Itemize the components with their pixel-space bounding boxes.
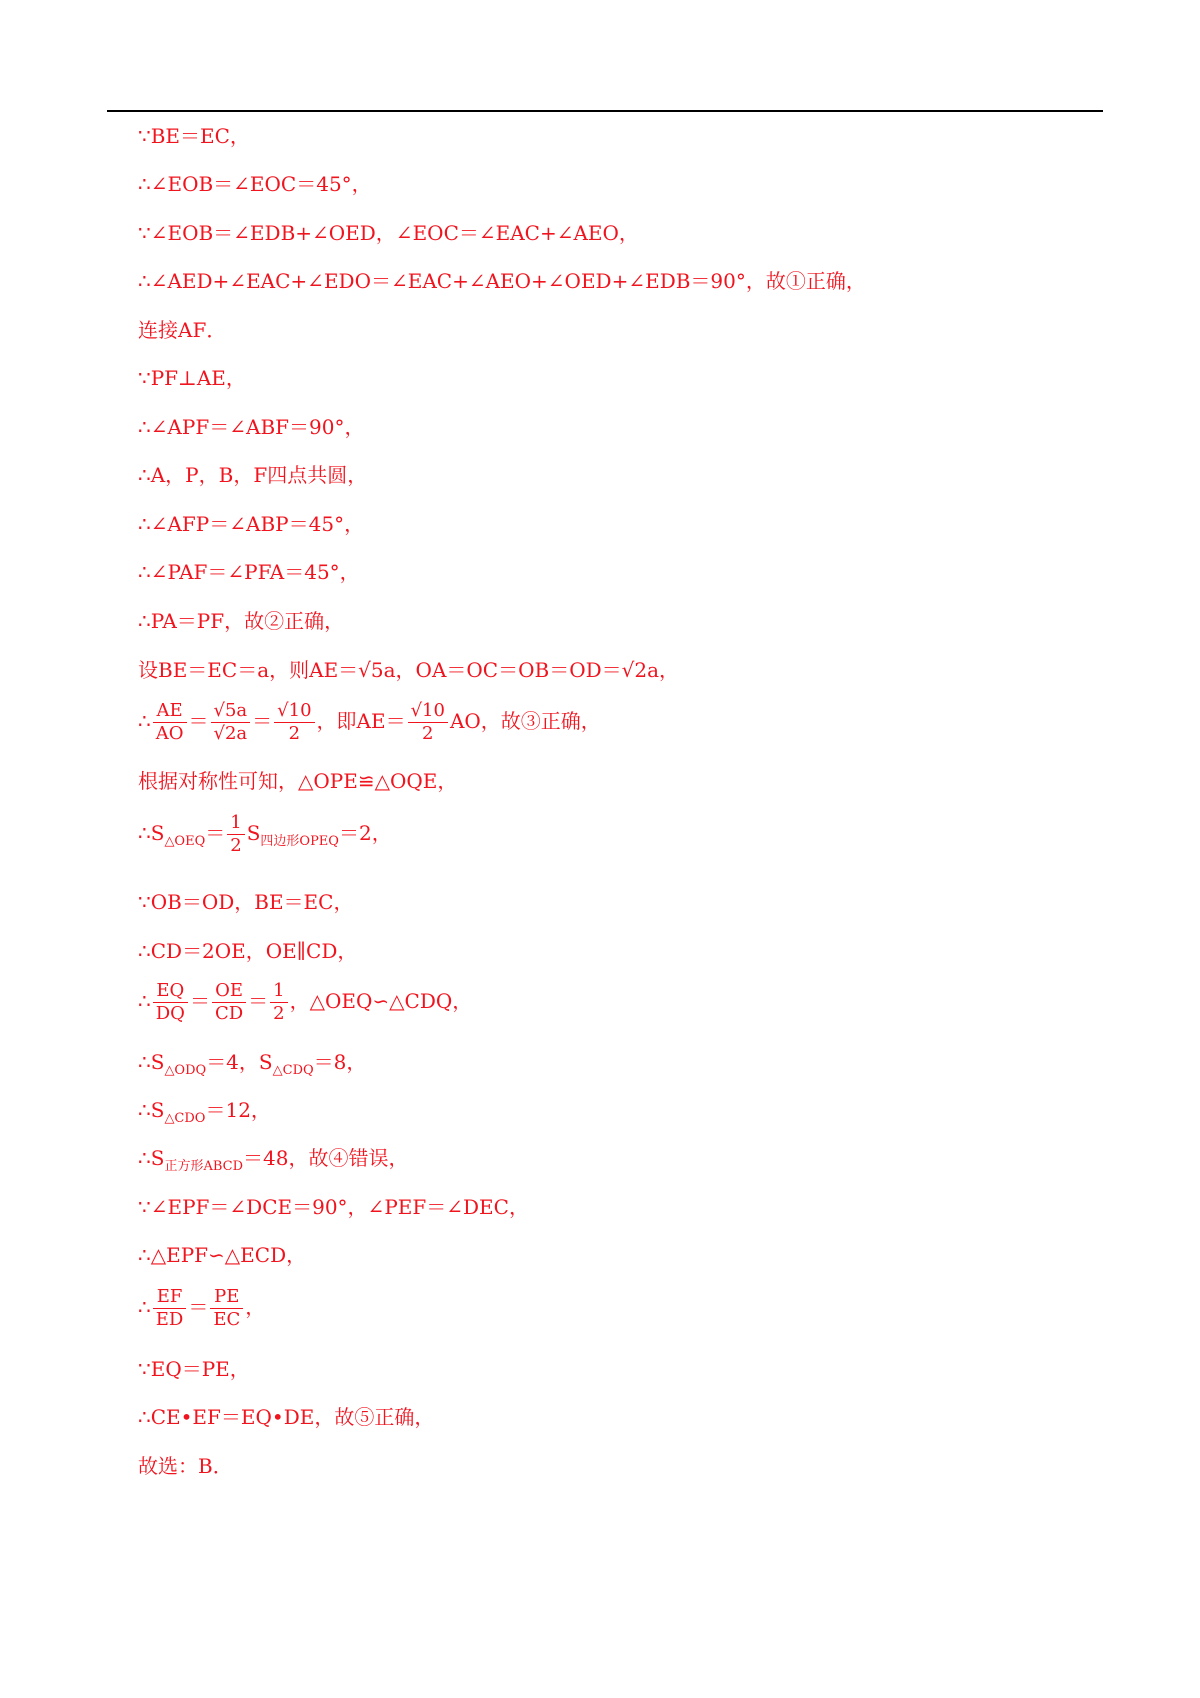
numerator: OE bbox=[212, 980, 246, 1003]
denominator: 2 bbox=[288, 723, 301, 744]
ratio-suffix: ，△OEQ∽△CDQ， bbox=[289, 989, 473, 1013]
subscript: 正方形ABCD bbox=[164, 1159, 243, 1174]
ratio-suffix: ， bbox=[245, 1295, 266, 1319]
subscript: 四边形OPEQ bbox=[260, 834, 339, 849]
text-line: ∴∠AED+∠EAC+∠EDO＝∠EAC+∠AEO+∠OED+∠EDB＝90°，故①正确， bbox=[138, 269, 866, 293]
text-line: 设BE＝EC＝a，则AE＝√5a，OA＝OC＝OB＝OD＝√2a， bbox=[138, 658, 680, 682]
fraction bbox=[212, 980, 246, 1025]
denominator: EC bbox=[213, 1309, 241, 1330]
fraction bbox=[274, 700, 314, 745]
area-prefix: ∴S bbox=[138, 1050, 165, 1074]
fraction bbox=[210, 1286, 243, 1331]
denominator: DQ bbox=[155, 1003, 185, 1024]
area-prefix: ∴S bbox=[138, 821, 165, 845]
denominator: ED bbox=[155, 1309, 184, 1330]
area-symbol: S bbox=[246, 821, 261, 845]
text-line: ∵BE＝EC， bbox=[138, 124, 250, 148]
text-line: ∵∠EPF＝∠DCE＝90°，∠PEF＝∠DEC， bbox=[138, 1195, 529, 1219]
subscript: △CDQ bbox=[272, 1063, 314, 1078]
equals-sign: ＝ bbox=[188, 1295, 209, 1319]
text-line: ∴△EPF∽△ECD， bbox=[138, 1243, 307, 1267]
numerator: EF bbox=[153, 1286, 187, 1309]
fraction bbox=[270, 980, 287, 1025]
denominator: 2 bbox=[422, 723, 434, 744]
text-line: ∴∠PAF＝∠PFA＝45°， bbox=[138, 560, 360, 584]
area-line bbox=[138, 1096, 271, 1133]
fraction bbox=[227, 812, 244, 857]
area-suffix: ＝12， bbox=[205, 1098, 271, 1122]
text-line: ∵OB＝OD，BE＝EC， bbox=[138, 890, 354, 914]
denominator: 2 bbox=[230, 835, 242, 856]
ratio-mid-text: ，即AE＝ bbox=[316, 709, 406, 733]
text-line: ∴∠APF＝∠ABF＝90°， bbox=[138, 415, 365, 439]
area-suffix: ＝2， bbox=[338, 821, 392, 845]
area-prefix: ∴S bbox=[138, 1146, 165, 1170]
ratio-prefix: ∴ bbox=[138, 709, 151, 733]
denominator: AO bbox=[155, 723, 184, 744]
numerator: AE bbox=[153, 700, 187, 723]
text-line: ∵PF⊥AE， bbox=[138, 366, 246, 390]
equals-sign: ＝ bbox=[252, 709, 273, 733]
numerator: 1 bbox=[227, 812, 244, 835]
text-line: 故选：B． bbox=[138, 1454, 233, 1478]
text-line: ∴CE•EF＝EQ•DE，故⑤正确， bbox=[138, 1405, 435, 1429]
numerator: EQ bbox=[153, 980, 188, 1003]
numerator: √10 bbox=[408, 700, 448, 723]
text-line: ∴A，P，B，F四点共圆， bbox=[138, 463, 368, 487]
header-rule bbox=[107, 110, 1103, 112]
numerator: 1 bbox=[270, 980, 287, 1003]
numerator: PE bbox=[210, 1286, 243, 1309]
subscript: △CDO bbox=[164, 1111, 206, 1126]
text-line: ∴∠AFP＝∠ABP＝45°， bbox=[138, 512, 365, 536]
numerator: √5a bbox=[211, 700, 251, 723]
area-suffix: ＝8， bbox=[313, 1050, 367, 1074]
fraction bbox=[211, 700, 251, 745]
subscript: △ODQ bbox=[164, 1063, 207, 1078]
text-line: 连接AF． bbox=[138, 318, 227, 342]
area-mid-text: ＝4，S bbox=[206, 1050, 273, 1074]
text-line: ∵∠EOB＝∠EDB+∠OED，∠EOC＝∠EAC+∠AEO， bbox=[138, 221, 639, 245]
fraction bbox=[153, 700, 187, 745]
numerator: √10 bbox=[274, 700, 314, 723]
equals-sign: ＝ bbox=[205, 821, 226, 845]
denominator: CD bbox=[214, 1003, 244, 1024]
equals-sign: ＝ bbox=[248, 989, 269, 1013]
text-line: 根据对称性可知，△OPE≌△OQE， bbox=[138, 769, 458, 793]
area-suffix: ＝48，故④错误， bbox=[243, 1146, 409, 1170]
ratio-line bbox=[138, 980, 472, 1025]
fraction bbox=[408, 700, 448, 745]
fraction bbox=[153, 1286, 187, 1331]
ratio-prefix: ∴ bbox=[138, 989, 151, 1013]
subscript: △OEQ bbox=[164, 834, 206, 849]
ratio-prefix: ∴ bbox=[138, 1295, 151, 1319]
text-line: ∴∠EOB＝∠EOC＝45°， bbox=[138, 172, 372, 196]
text-line: ∵EQ＝PE， bbox=[138, 1357, 250, 1381]
area-line bbox=[138, 1144, 408, 1181]
ratio-line bbox=[138, 700, 601, 745]
area-prefix: ∴S bbox=[138, 1098, 165, 1122]
equals-sign: ＝ bbox=[188, 709, 209, 733]
ratio-suffix: AO，故③正确， bbox=[449, 709, 601, 733]
fraction bbox=[153, 980, 188, 1025]
denominator: √2a bbox=[213, 723, 248, 744]
denominator: 2 bbox=[273, 1003, 285, 1024]
text-line: ∴CD＝2OE，OE∥CD， bbox=[138, 939, 358, 963]
ratio-line bbox=[138, 1286, 265, 1331]
text-line: ∴PA＝PF，故②正确， bbox=[138, 609, 345, 633]
area-line bbox=[138, 1048, 366, 1085]
equals-sign: ＝ bbox=[189, 989, 210, 1013]
area-line bbox=[138, 812, 392, 857]
